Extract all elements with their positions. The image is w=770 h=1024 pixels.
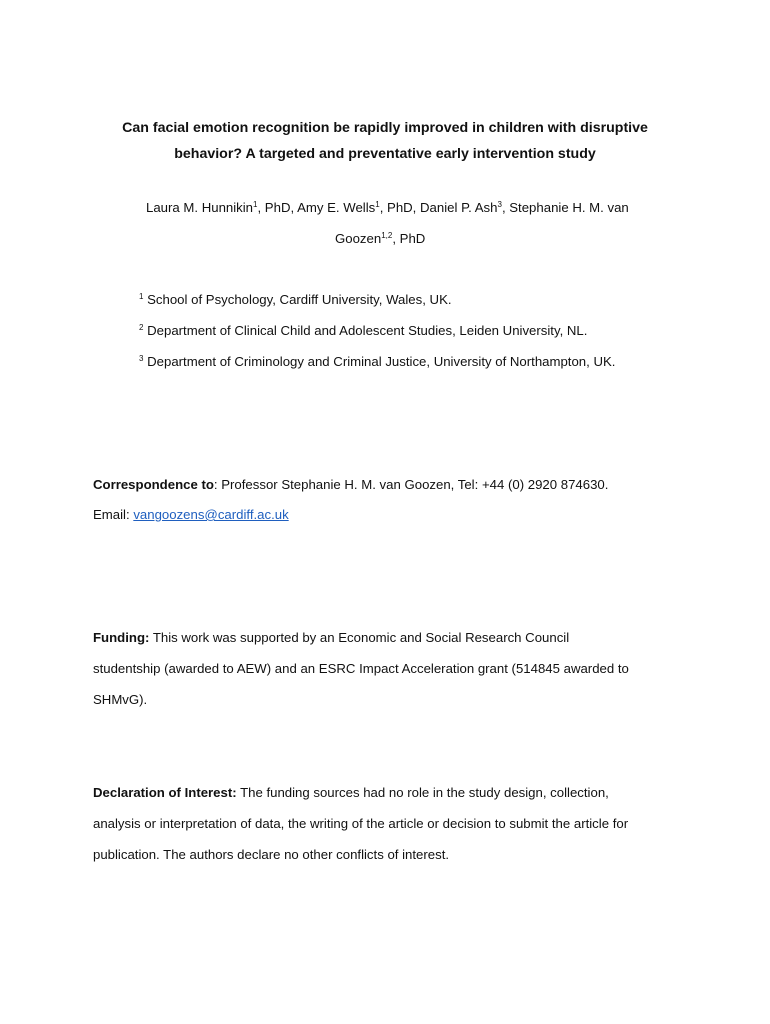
author-degree: , PhD, (379, 200, 421, 215)
funding-line-2: studentship (awarded to AEW) and an ESRC Impact Acceleration grant (514845 awarded to (93, 661, 629, 676)
affiliation-number: 3 (139, 354, 144, 363)
author-name: Goozen (335, 231, 382, 246)
affiliation-3 (139, 354, 615, 369)
declaration-line-1 (93, 785, 609, 800)
authors-line-2 (335, 231, 425, 246)
declaration-line-3: publication. The authors declare no other conflicts of interest. (93, 847, 450, 862)
email-label: Email: (93, 507, 134, 522)
author-degree: , (501, 200, 510, 215)
funding-label: Funding: (93, 630, 150, 645)
affiliation-text: Department of Clinical Child and Adolescent Studies, Leiden University, NL. (147, 323, 588, 338)
author-affiliation-mark: 1 (375, 200, 380, 209)
affiliation-text: School of Psychology, Cardiff University, Wales, UK. (147, 292, 452, 307)
email-line (93, 507, 289, 522)
affiliation-number: 2 (139, 323, 144, 332)
author-affiliation-mark: 3 (497, 200, 502, 209)
declaration-line-2: analysis or interpretation of data, the writing of the article or decision to submit the article for (93, 816, 629, 831)
authors-line-1 (146, 200, 629, 215)
affiliation-1 (139, 292, 452, 307)
declaration-label: Declaration of Interest: (93, 785, 237, 800)
author-name: Stephanie H. M. van (509, 200, 629, 215)
affiliation-number: 1 (139, 292, 144, 301)
author-affiliation-mark: 1,2 (381, 231, 393, 240)
funding-line-3: SHMvG). (93, 692, 148, 707)
author-affiliation-mark: 1 (253, 200, 258, 209)
affiliation-text: Department of Criminology and Criminal Justice, University of Northampton, UK. (147, 354, 616, 369)
affiliation-2 (139, 323, 587, 338)
author-name: Daniel P. Ash (420, 200, 498, 215)
correspondence-label: Correspondence to (93, 477, 214, 492)
author-degree: , PhD, (257, 200, 298, 215)
correspondence-text: : Professor Stephanie H. M. van Goozen, Tel: +44 (0) 2920 874630. (213, 477, 609, 492)
author-name: Amy E. Wells (297, 200, 376, 215)
email-link[interactable]: vangoozens@cardiff.ac.uk (133, 507, 289, 522)
paper-title-line-2: behavior? A targeted and preventative early intervention study (174, 146, 596, 162)
correspondence-line (93, 477, 608, 492)
funding-line-1 (93, 630, 569, 645)
paper-title-line-1: Can facial emotion recognition be rapidly improved in children with disruptive (122, 120, 648, 136)
funding-text: This work was supported by an Economic and Social Research Council (149, 630, 570, 645)
author-name: Laura M. Hunnikin (146, 200, 254, 215)
author-degree: , PhD (392, 231, 426, 246)
declaration-text: The funding sources had no role in the study design, collection, (236, 785, 609, 800)
